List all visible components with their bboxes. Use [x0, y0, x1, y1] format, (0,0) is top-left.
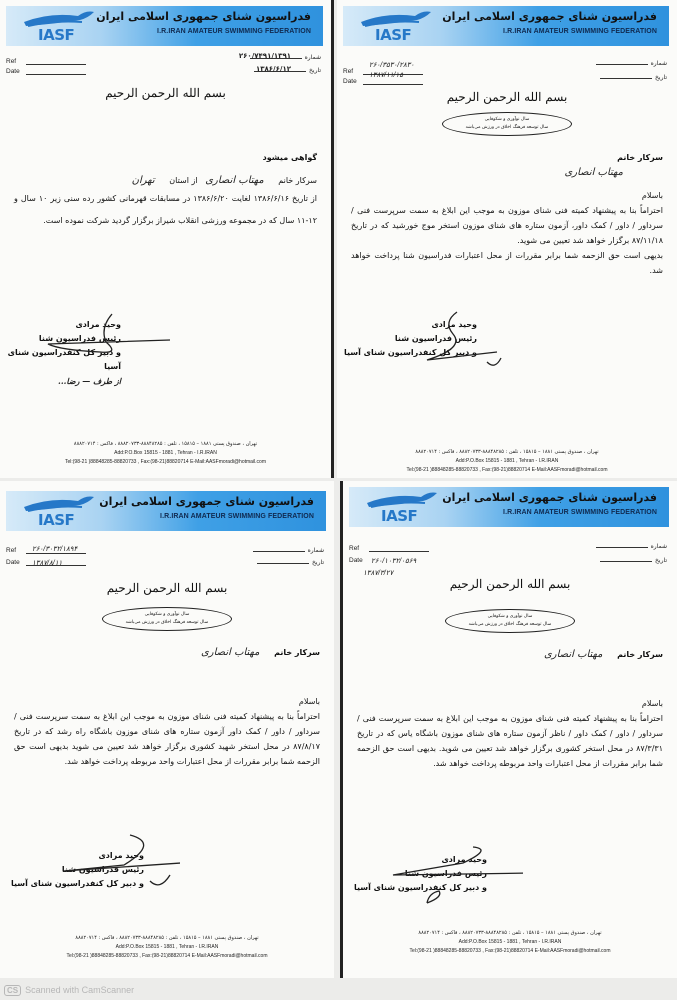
letter-date: ۱۳۸۷/۱۱/۱۵ — [369, 72, 403, 79]
ref-field: Ref ۲۶۰/۳۰۳۲/۱۸۹۴ — [6, 547, 86, 554]
iasf-logo: IASF — [20, 493, 100, 529]
bismillah: بسم الله الرحمن الرحیم — [105, 86, 226, 100]
swimmer-icon — [20, 493, 100, 513]
body-paragraph: احتراماً بنا به پیشنهاد کمیته فنی شنای موزون به موجب این ابلاغ به سمت سرپرست فنی / سرداور / داور / کمک داور آزمون ستاره های شنای موزون باشگاه راه رشد که در تاریخ ۸۷/۸/۱۷ در محل استخر شهید کشوری برگزار خواهد شد تعیین می شوید بدیهی است حق الزحمه شما برابر مقررات از محل اعتبارات واحد مربوطه پرداخت خواهد شد. — [14, 712, 320, 766]
letter-number: ۲۶۰/۷۴۹۱/۱۳۹۱ — [238, 52, 291, 60]
ref-number: ۲۶۰/۱۰۳۲/۰۵۶۹ — [371, 558, 417, 565]
letter-footer: تهران ، صندوق پستی ۱۸۸۱ – ۱۵۸۱۵ ، تلفن : ۸۸۸۴۸۲۸۵-۸۸۸۲۰۷۳۳ ، فاکس : ۸۸۸۲۰۷۱۴ Add:P.O.Box 15815 - 1881 , Tehran - I.R.IRAN Tel:(98-21 )88848285-88820733 , Fax:(98-21)88820714 E-Mail:AASFmoradi@hotmail.com — [64, 441, 267, 465]
recipient-name: مهتاب انصاری — [543, 649, 603, 660]
recipient-name: مهتاب انصاری — [205, 175, 264, 186]
ref-field: Ref ۲۶۰/۳۵۳۰/۲۸۳۰ — [343, 68, 423, 75]
iasf-logo: IASF — [363, 489, 443, 525]
camscanner-icon: CS — [4, 985, 21, 996]
number-field-fa: شماره — [253, 547, 324, 554]
logo-text: IASF — [38, 26, 75, 44]
body-paragraph: از تاریخ ۱۳۸۶/۶/۱۶ لغایت ۱۳۸۶/۶/۲۰ در مسابقات قهرمانی کشور رده سنی زیر ۱۰ سال و ۱۲-۱۱ سال که در مجموعه ورزشی انقلاب شیراز برگزار گردید شرکت نموده است. — [14, 194, 318, 225]
date-field: Date ۱۳۸۷/۸/۱۱ — [6, 559, 86, 566]
swimmer-icon — [363, 489, 443, 509]
iasf-logo — [20, 8, 100, 44]
ref-field: Ref — [6, 58, 86, 65]
letter-certificate — [0, 0, 334, 478]
date-field: Date ۲۶۰/۱۰۳۲/۰۵۶۹ — [349, 557, 417, 565]
swimmer-icon — [20, 8, 100, 28]
letterhead-banner: IASF فدراسیون شنای جمهوری اسلامی ایران I.R.IRAN AMATEUR SWIMMING FEDERATION — [349, 487, 669, 527]
date-field-fa: تاریخ — [600, 557, 667, 564]
handwritten-note: از طرف — رضا... — [58, 376, 121, 386]
greeting: باسلام — [298, 697, 320, 706]
recipient-name: مهتاب انصاری — [564, 167, 623, 178]
signature-block: وحید مرادی رئیس فدراسیون شنا و دبیر کل کنفدراسیون شنای آسیا — [10, 851, 144, 888]
ref-number: ۲۶۰/۳۵۳۰/۲۸۳۰ — [369, 62, 415, 69]
date-field-fa: تاریخ — [600, 74, 667, 81]
signature-block: وحید مرادی رئیس فدراسیون شنا و دبیر کل کنفدراسیون شنای آسیا از طرف — رضا... — [0, 318, 121, 388]
date-field-fa: تاریخ — [257, 559, 324, 566]
bismillah: بسم الله الرحمن الرحیم — [449, 577, 571, 591]
iasf-logo: IASF — [357, 8, 437, 44]
number-field-fa: شماره ۲۶۰/۷۴۹۱/۱۳۹۱ — [238, 52, 321, 61]
letterhead-banner: IASF فدراسیون شنای جمهوری اسلامی ایران I.R.IRAN AMATEUR SWIMMING FEDERATION — [343, 6, 669, 46]
date-field: Date — [6, 68, 86, 75]
bismillah: بسم الله الرحمن الرحیم — [446, 90, 568, 104]
federation-name-fa: فدراسیون شنای جمهوری اسلامی ایران — [96, 10, 311, 23]
letter-body: سرکار خانم مهتاب انصاری باسلام احتراماً بنا به پیشنهاد کمیته فنی شنای موزون به موجب این ابلاغ به سمت سرپرست فنی / سرداور / داور / کمک داور آزمون ستاره های شنای موزون باشگاه راه رشد که در تاریخ ۸۷/۸/۱۷ در محل استخر شهید کشوری برگزار خواهد شد تعیین می شوید بدیهی است حق الزحمه شما برابر مقررات از محل اعتبارات واحد مربوطه پرداخت خواهد شد. — [14, 645, 320, 769]
body-paragraph: احتراماً بنا به پیشنهاد کمیته فنی شنای موزون به موجب این ابلاغ به سمت سرپرست فنی / سرداور / داور / کمک داور، آزمون ستاره های شنای موزون استخر موج خورشید که در تاریخ ۸۷/۱۱/۱۸ برگزار خواهد شد تعیین می شوید. — [351, 206, 663, 245]
letter-date: ۱۳۸۷/۸/۱۱ — [32, 560, 63, 567]
letter-appointment-3: IASF فدراسیون شنای جمهوری اسلامی ایران I.R.IRAN AMATEUR SWIMMING FEDERATION Ref Date ۲۶۰/۱۰۳۲/۰۵۶۹ ۱۳۸۷/۳/۲۷ شماره تاریخ بسم الله الرحمن الرحیم سال نوآوری و شکوفایی سال توسعه فرهنگ اخلاق در ورزش می‌باشد سرکار خانم مهتاب انصاری باسلام احتراماً بنا به پیشنهاد کمیته فنی شنای موزون به موجب این ابلاغ به سمت سرپرست فنی / سرداور / داور / کمک داور / ناظر آزمون ستاره های شنای موزون باشگاه یاس که در تاریخ ۸۷/۳/۳۱ در محل استخر کشوری برگزار خواهد شد تعیین می شوید. بدیهی است حق الزحمه شما برابر مقررات از محل اعتبارات واحد مربوطه پرداخت خواهد شد. وحید مرادی رئیس فدراسیون شنا و دبیر کل کنفدراسیون شنای آسیا تهران ، صندوق پستی ۱۸۸۱ – ۱۵۸۱۵ ، تلفن : ۸۸۸۴۸۲۸۵-۸۸۸۲۰۷۳۳ ، فاکس : ۸۸۸۲۰۷۱۴ Add:P.O.Box 15815 - 1881 , Tehran - I.R.IRAN Tel:(98-21 )88848285-88820733 , Fax:(98-21)88820714 E-Mail:AASFmoradi@hotmail.com — [340, 481, 677, 978]
body-paragraph: احتراماً بنا به پیشنهاد کمیته فنی شنای موزون به موجب این ابلاغ به سمت سرپرست فنی / سرداور / داور / کمک داور / ناظر آزمون ستاره های شنای موزون باشگاه یاس که در تاریخ ۸۷/۳/۳۱ در محل استخر کشوری برگزار خواهد شد تعیین می شوید. بدیهی است حق الزحمه شما برابر مقررات از محل اعتبارات واحد مربوطه پرداخت خواهد شد. — [357, 714, 663, 768]
number-field-fa: شماره — [596, 543, 667, 550]
signature-block: وحید مرادی رئیس فدراسیون شنا و دبیر کل کنفدراسیون شنای آسیا — [353, 855, 487, 892]
ref-number: ۲۶۰/۳۰۳۲/۱۸۹۴ — [32, 546, 78, 553]
ref-field: Ref — [349, 545, 429, 552]
letter-appointment-1 — [337, 0, 677, 478]
letter-footer: تهران ، صندوق پستی ۱۸۸۱ – ۱۵۸۱۵ ، تلفن : ۸۸۸۴۸۲۸۵-۸۸۸۲۰۷۳۳ ، فاکس : ۸۸۸۲۰۷۱۴ Add:P.O.Box 15815 - 1881 , Tehran - I.R.IRAN Tel:(98-21 )88848285-88820733 , Fax:(98-21)88820714 E-Mail:AASFmoradi@hotmail.com — [406, 449, 608, 473]
letter-body: سرکار خانم مهتاب انصاری باسلام احتراماً بنا به پیشنهاد کمیته فنی شنای موزون به موجب این ابلاغ به سمت سرپرست فنی / سرداور / داور / کمک داور، آزمون ستاره های شنای موزون استخر موج خورشید که در تاریخ ۸۷/۱۱/۱۸ برگزار خواهد شد تعیین می شوید. بدیهی است حق الزحمه شما برابر مقررات از محل اعتبارات فدراسیون شنا پرداخت خواهد شد. — [351, 150, 663, 278]
heading: گواهی میشود — [262, 153, 317, 162]
letter-body: گواهی میشود سرکار خانم مهتاب انصاری از استان تهران از تاریخ ۱۳۸۶/۶/۱۶ لغایت ۱۳۸۶/۶/۲۰ در مسابقات قهرمانی کشور رده سنی زیر ۱۰ سال و ۱۲-۱۱ سال که در مجموعه ورزشی انقلاب شیراز برگزار گردید شرکت نموده است. — [14, 150, 317, 232]
date-field-fa: تاریخ ۱۳۸۶/۶/۱۲ — [255, 65, 321, 74]
letterhead-banner: IASF فدراسیون شنای جمهوری اسلامی ایران I.R.IRAN AMATEUR SWIMMING FEDERATION — [6, 491, 326, 531]
number-field-fa: شماره — [596, 60, 667, 67]
motto-badge: سال نوآوری و شکوفایی سال توسعه فرهنگ اخلاق در ورزش می‌باشد — [442, 112, 572, 136]
signature-block: وحید مرادی رئیس فدراسیون شنا و دبیر کل کنفدراسیون شنای آسیا — [343, 320, 477, 357]
greeting: باسلام — [641, 191, 663, 200]
bismillah: بسم الله الرحمن الرحیم — [106, 581, 228, 595]
swimmer-icon — [357, 8, 437, 28]
motto-badge: سال نوآوری و شکوفایی سال توسعه فرهنگ اخلاق در ورزش می‌باشد — [102, 607, 232, 631]
letter-body: سرکار خانم مهتاب انصاری باسلام احتراماً بنا به پیشنهاد کمیته فنی شنای موزون به موجب این ابلاغ به سمت سرپرست فنی / سرداور / داور / کمک داور / ناظر آزمون ستاره های شنای موزون باشگاه یاس که در تاریخ ۸۷/۳/۳۱ در محل استخر کشوری برگزار خواهد شد تعیین می شوید. بدیهی است حق الزحمه شما برابر مقررات از محل اعتبارات واحد مربوطه پرداخت خواهد شد. — [357, 647, 663, 771]
camscanner-watermark: CS Scanned with CamScanner — [4, 982, 134, 998]
recipient-name: مهتاب انصاری — [200, 647, 260, 658]
letter-footer: تهران ، صندوق پستی ۱۸۸۱ – ۱۵۸۱۵ ، تلفن : ۸۸۸۴۸۲۸۵-۸۸۸۲۰۷۳۳ ، فاکس : ۸۸۸۲۰۷۱۴ Add:P.O.Box 15815 - 1881 , Tehran - I.R.IRAN Tel:(98-21 )88848285-88820733 , Fax:(98-21)88820714 E-Mail:AASFmoradi@hotmail.com — [66, 935, 268, 959]
date-field: Date ۱۳۸۷/۱۱/۱۵ — [343, 78, 423, 85]
letterhead-banner — [6, 6, 323, 46]
motto-badge: سال نوآوری و شکوفایی سال توسعه فرهنگ اخلاق در ورزش می‌باشد — [445, 609, 575, 633]
greeting: باسلام — [641, 699, 663, 708]
federation-name-en: I.R.IRAN AMATEUR SWIMMING FEDERATION — [157, 28, 311, 35]
letter-footer: تهران ، صندوق پستی ۱۸۸۱ – ۱۵۸۱۵ ، تلفن : ۸۸۸۴۸۲۸۵-۸۸۸۲۰۷۳۳ ، فاکس : ۸۸۸۲۰۷۱۴ Add:P.O.Box 15815 - 1881 , Tehran - I.R.IRAN Tel:(98-21 )88848285-88820733 , Fax:(98-21)88820714 E-Mail:AASFmoradi@hotmail.com — [409, 930, 611, 954]
province: تهران — [131, 175, 155, 186]
body-paragraph-2: بدیهی است حق الزحمه شما برابر مقررات از محل اعتبارات فدراسیون شنا پرداخت خواهد شد. — [351, 251, 663, 275]
letter-appointment-2 — [0, 481, 334, 978]
letter-date: ۱۳۸۶/۶/۱۲ — [255, 65, 291, 73]
